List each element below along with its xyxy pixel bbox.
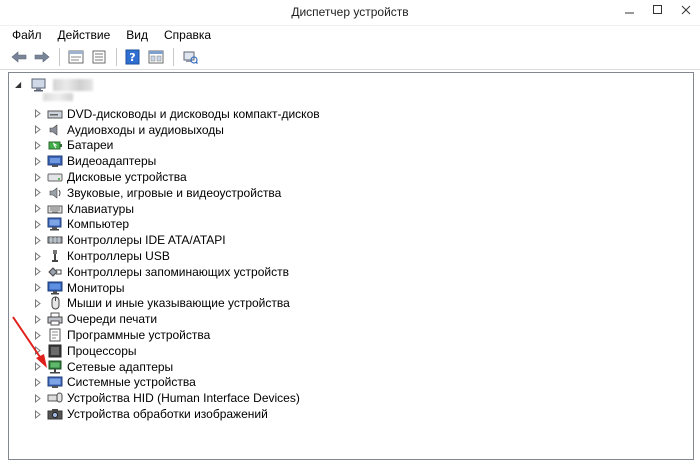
forward-button[interactable] xyxy=(31,46,53,68)
tree-item-label: Программные устройства xyxy=(67,328,211,343)
tree-item[interactable] xyxy=(33,153,320,169)
expand-arrow-icon[interactable] xyxy=(33,235,43,245)
tree-item-label: Мониторы xyxy=(67,280,125,295)
battery-icon xyxy=(47,138,63,152)
minimize-button[interactable] xyxy=(616,0,644,20)
sound-video-icon xyxy=(47,186,63,200)
forward-arrow-icon xyxy=(34,50,50,64)
toolbar-separator xyxy=(173,48,174,66)
expand-arrow-icon[interactable] xyxy=(33,109,43,119)
computer-icon xyxy=(47,217,63,231)
audio-io-icon xyxy=(47,123,63,137)
tree-item-label: DVD-дисководы и дисководы компакт-дисков xyxy=(67,106,320,121)
tree-item-label: Контроллеры IDE ATA/ATAPI xyxy=(67,233,226,248)
menu-help[interactable]: Справка xyxy=(164,28,212,42)
hid-device-icon xyxy=(47,391,63,405)
maximize-button[interactable] xyxy=(644,0,672,20)
tree-item-label: Батареи xyxy=(67,138,114,153)
root-expander[interactable]: ◢ xyxy=(15,80,22,89)
root-blurred-text xyxy=(43,93,73,101)
toolbar xyxy=(0,44,700,70)
window-controls xyxy=(616,0,700,20)
tree-item[interactable] xyxy=(33,201,320,217)
list-icon xyxy=(91,50,107,64)
close-icon xyxy=(681,5,691,15)
expand-arrow-icon[interactable] xyxy=(33,393,43,403)
tree-item-label: Системные устройства xyxy=(67,375,196,390)
tree-item-label: Аудиовходы и аудиовыходы xyxy=(67,122,224,137)
system-device-icon xyxy=(47,375,63,389)
menu-file[interactable]: Файл xyxy=(12,28,42,42)
tree-root[interactable] xyxy=(15,77,93,93)
expand-arrow-icon[interactable] xyxy=(33,140,43,150)
expand-arrow-icon[interactable] xyxy=(33,283,43,293)
tree-item-label: Звуковые, игровые и видеоустройства xyxy=(67,185,282,200)
tree-item[interactable] xyxy=(33,375,320,391)
tree-item-label: Очереди печати xyxy=(67,312,158,327)
toolbar-separator xyxy=(59,48,60,66)
expand-arrow-icon[interactable] xyxy=(33,251,43,261)
tree-item-label: Видеоадаптеры xyxy=(67,154,157,169)
tree-item[interactable] xyxy=(33,406,320,422)
tree-item-label: Мыши и иные указывающие устройства xyxy=(67,296,290,311)
tree-item[interactable] xyxy=(33,343,320,359)
tree-item-label: Процессоры xyxy=(67,343,137,358)
tree-item[interactable] xyxy=(33,122,320,138)
device-categories xyxy=(33,106,320,422)
back-arrow-icon xyxy=(11,50,27,64)
toolbar-separator xyxy=(116,48,117,66)
tree-item[interactable] xyxy=(33,264,320,280)
tree-item-label: Контроллеры USB xyxy=(67,249,170,264)
menu-bar xyxy=(0,26,700,44)
menu-action[interactable]: Действие xyxy=(57,28,111,42)
tree-item[interactable] xyxy=(33,248,320,264)
tree-item-label: Компьютер xyxy=(67,217,130,232)
mouse-icon xyxy=(47,296,63,310)
tree-item[interactable] xyxy=(33,106,320,122)
expand-arrow-icon[interactable] xyxy=(33,362,43,372)
tree-item[interactable] xyxy=(33,327,320,343)
tree-item[interactable] xyxy=(33,138,320,154)
tree-item-label: Клавиатуры xyxy=(67,201,134,216)
expand-arrow-icon[interactable] xyxy=(33,172,43,182)
tree-item-label: Контроллеры запоминающих устройств xyxy=(67,264,289,279)
help-button[interactable] xyxy=(122,46,144,68)
expand-arrow-icon[interactable] xyxy=(33,377,43,387)
keyboard-icon xyxy=(47,202,63,216)
processor-icon xyxy=(47,344,63,358)
svg-text:?: ? xyxy=(129,50,136,64)
scan-hardware-icon xyxy=(182,50,198,64)
help-icon xyxy=(125,49,141,65)
disk-drive-icon xyxy=(47,170,63,184)
tree-item[interactable] xyxy=(33,232,320,248)
expand-arrow-icon[interactable] xyxy=(33,125,43,135)
expand-arrow-icon[interactable] xyxy=(33,346,43,356)
imaging-device-icon xyxy=(47,407,63,421)
expand-arrow-icon[interactable] xyxy=(33,298,43,308)
tree-item[interactable] xyxy=(33,359,320,375)
expand-arrow-icon[interactable] xyxy=(33,188,43,198)
print-queue-icon xyxy=(47,312,63,326)
tree-item-label: Сетевые адаптеры xyxy=(67,359,174,374)
storage-controller-icon xyxy=(47,265,63,279)
device-tree[interactable] xyxy=(8,72,694,460)
expand-arrow-icon[interactable] xyxy=(33,330,43,340)
expand-arrow-icon[interactable] xyxy=(33,204,43,214)
device-view-button[interactable] xyxy=(145,46,167,68)
network-adapter-icon xyxy=(47,360,63,374)
tree-item[interactable] xyxy=(33,296,320,312)
tree-item-label: Дисковые устройства xyxy=(67,170,187,185)
tree-item[interactable] xyxy=(33,390,320,406)
window-title: Диспетчер устройств xyxy=(291,5,409,19)
device-view-icon xyxy=(148,50,164,64)
tree-item[interactable] xyxy=(33,185,320,201)
root-computer-name xyxy=(53,79,93,91)
title-bar xyxy=(0,0,700,26)
properties-icon xyxy=(68,50,84,64)
properties-button[interactable] xyxy=(65,46,87,68)
computer-root-icon xyxy=(31,78,49,92)
expand-arrow-icon[interactable] xyxy=(33,409,43,419)
scan-hardware-button[interactable] xyxy=(179,46,201,68)
expand-arrow-icon[interactable] xyxy=(33,156,43,166)
expand-arrow-icon[interactable] xyxy=(33,219,43,229)
usb-controller-icon xyxy=(47,249,63,263)
dvd-drive-icon xyxy=(47,107,63,121)
back-button[interactable] xyxy=(8,46,30,68)
software-device-icon xyxy=(47,328,63,342)
tree-item[interactable] xyxy=(33,311,320,327)
expand-arrow-icon[interactable] xyxy=(33,267,43,277)
list-view-button[interactable] xyxy=(88,46,110,68)
close-button[interactable] xyxy=(672,0,700,20)
display-adapter-icon xyxy=(47,154,63,168)
ide-controller-icon xyxy=(47,233,63,247)
tree-item[interactable] xyxy=(33,217,320,233)
tree-item-label: Устройства HID (Human Interface Devices) xyxy=(67,391,300,406)
monitor-icon xyxy=(47,281,63,295)
menu-view[interactable]: Вид xyxy=(126,28,148,42)
tree-item-label: Устройства обработки изображений xyxy=(67,407,268,422)
tree-item[interactable] xyxy=(33,280,320,296)
tree-item[interactable] xyxy=(33,169,320,185)
expand-arrow-icon[interactable] xyxy=(33,314,43,324)
